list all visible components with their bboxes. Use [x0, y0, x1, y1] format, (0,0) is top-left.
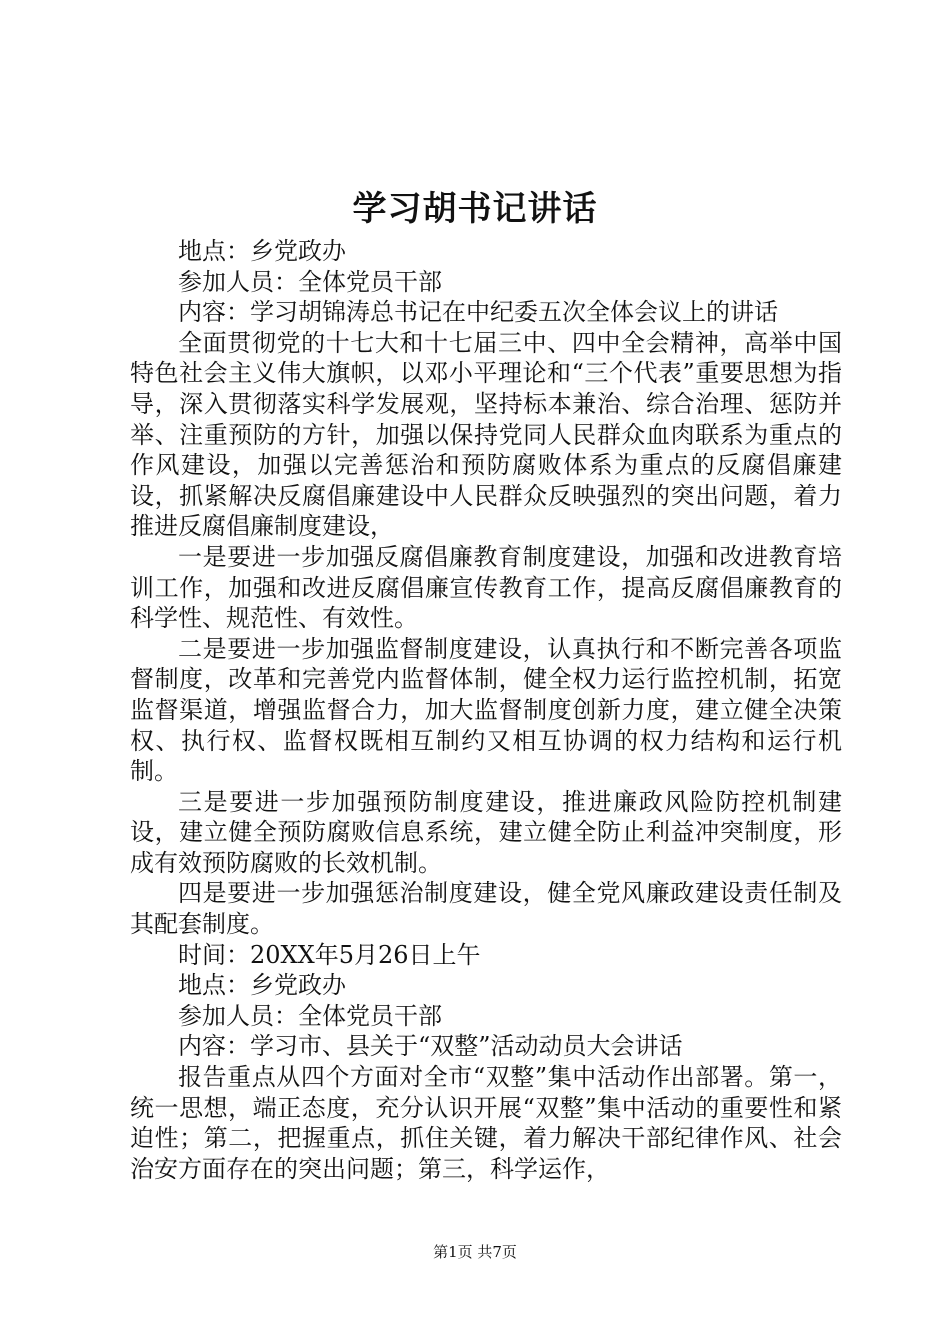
paragraph-location: 地点：乡党政办	[178, 237, 346, 265]
paragraph-time: 时间：20XX年5月26日上午	[178, 940, 481, 969]
page-number: 第1页 共7页	[433, 1243, 517, 1261]
paragraph-point-four: 四是要进一步加强惩治制度建设，健全党风廉政建设责任制及其配套制度。	[130, 879, 842, 939]
paragraph-location-2: 地点：乡党政办	[178, 971, 346, 1000]
paragraph-point-one: 一是要进一步加强反腐倡廉教育制度建设，加强和改进教育培训工作，加强和改进反腐倡廉宣传教育工作，提高反腐倡廉教育的科学性、规范性、有效性。	[130, 542, 842, 633]
document-body	[130, 236, 842, 1184]
paragraph-participants-2: 参加人员：全体党员干部	[178, 1001, 442, 1030]
paragraph-topic-2: 内容：学习市、县关于“双整”活动动员大会讲话	[178, 1032, 683, 1061]
document-title: 学习胡书记讲话	[352, 189, 598, 229]
paragraph-report: 报告重点从四个方面对全市“双整”集中活动作出部署。第一，统一思想，端正态度，充分认识开展“双整”集中活动的重要性和紧迫性；第二，把握重点，抓住关键，着力解决干部纪律作风、社会治安方面存在的突出问题；第三，科学运作，	[130, 1063, 842, 1183]
paragraph-point-two: 二是要进一步加强监督制度建设，认真执行和不断完善各项监督制度，改革和完善党内监督体制，健全权力运行监控机制，拓宽监督渠道，增强监督合力，加大监督制度创新力度，建立健全决策权、执行权、监督权既相互制约又相互协调的权力结构和运行机制。	[130, 634, 842, 786]
paragraph-body: 全面贯彻党的十七大和十七届三中、四中全会精神，高举中国特色社会主义伟大旗帜，以邓小平理论和“三个代表”重要思想为指导，深入贯彻落实科学发展观，坚持标本兼治、综合治理、惩防并举、注重预防的方针，加强以保持党同人民群众血肉联系为重点的作风建设，加强以完善惩治和预防腐败体系为重点的反腐倡廉建设，抓紧解决反腐倡廉建设中人民群众反映强烈的突出问题，着力推进反腐倡廉制度建设，	[130, 328, 842, 541]
paragraph-participants: 参加人员：全体党员干部	[178, 267, 442, 296]
paragraph-topic: 内容：学习胡锦涛总书记在中纪委五次全体会议上的讲话	[178, 298, 778, 327]
paragraph-point-three: 三是要进一步加强预防制度建设，推进廉政风险防控机制建设，建立健全预防腐败信息系统，建立健全防止利益冲突制度，形成有效预防腐败的长效机制。	[130, 787, 842, 877]
